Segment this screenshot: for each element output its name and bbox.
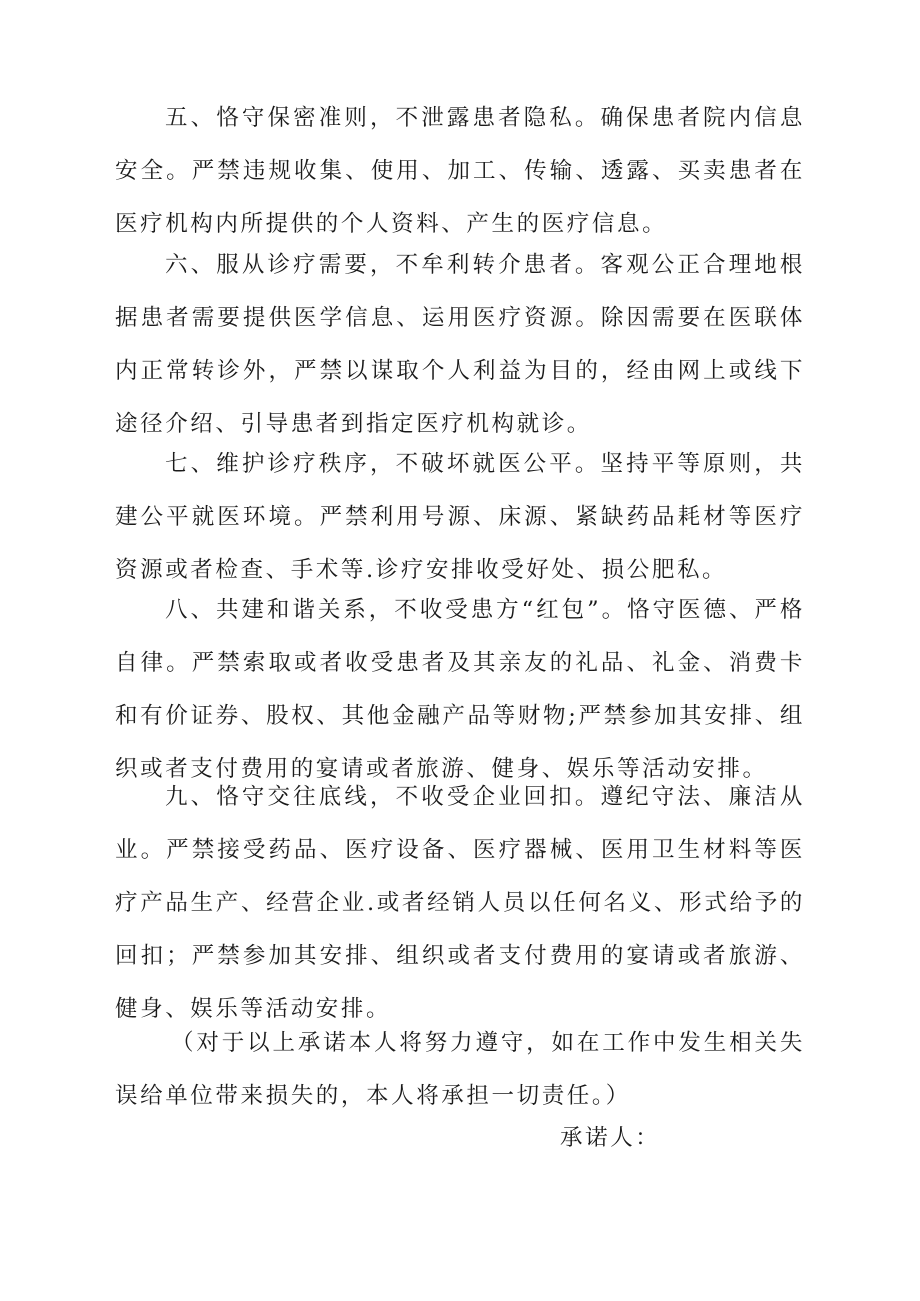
clause-paragraph-8: 八、共建和谐关系，不收受患方“红包”。恪守医德、严格自律。严禁索取或者收受患者及其亲友的礼品、礼金、消费卡和有价证券、股权、其他金融产品等财物;严禁参加其安排、组织或者支付费用的宴请或者旅游、健身、娱乐等活动安排。 (115, 597, 805, 782)
clause-paragraph-6: 六、服从诊疗需要，不牟利转介患者。客观公正合理地根据患者需要提供医学信息、运用医疗资源。除因需要在医联体内正常转诊外，严禁以谋取个人利益为目的，经由网上或线下途径介绍、引导患者到指定医疗机构就诊。 (115, 252, 805, 437)
signer-label: 承诺人： (560, 1125, 661, 1151)
commitment-note: （对于以上承诺本人将努力遵守，如在工作中发生相关失误给单位带来损失的，本人将承担一切责任。） (115, 1030, 805, 1109)
clause-paragraph-5: 五、恪守保密准则，不泄露患者隐私。确保患者院内信息安全。严禁违规收集、使用、加工、传输、透露、买卖患者在医疗机构内所提供的个人资料、产生的医疗信息。 (115, 105, 805, 237)
clause-paragraph-9: 九、恪守交往底线，不收受企业回扣。遵纪守法、廉洁从业。严禁接受药品、医疗设备、医疗器械、医用卫生材料等医疗产品生产、经营企业.或者经销人员以任何名义、形式给予的回扣；严禁参加其安排、组织或者支付费用的宴请或者旅游、健身、娱乐等活动安排。 (115, 784, 805, 1022)
clause-paragraph-7: 七、维护诊疗秩序，不破坏就医公平。坚持平等原则，共建公平就医环境。严禁利用号源、床源、紧缺药品耗材等医疗资源或者检查、手术等.诊疗安排收受好处、损公肥私。 (115, 451, 805, 583)
